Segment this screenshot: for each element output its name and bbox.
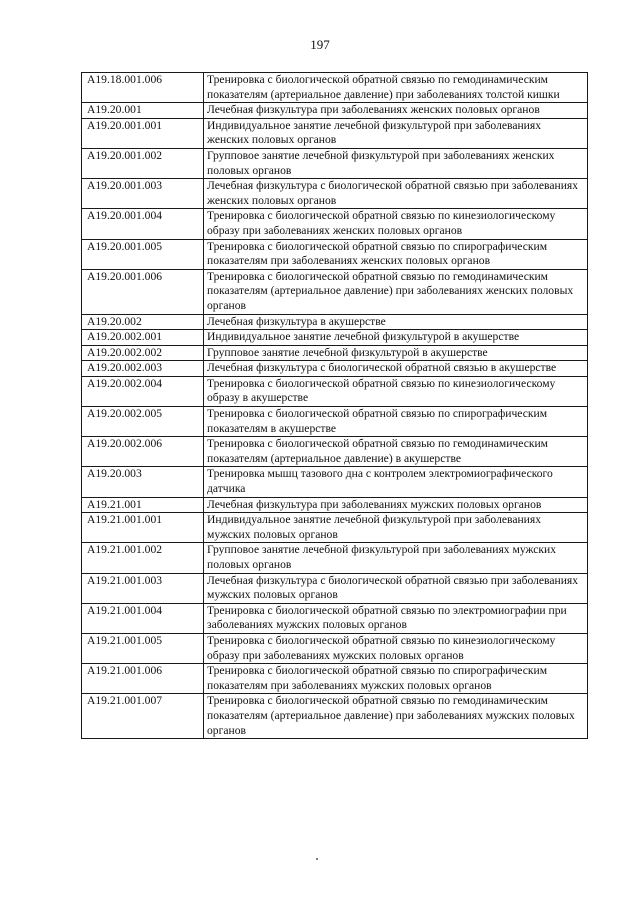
description-cell: Лечебная физкультура в акушерстве xyxy=(204,314,588,330)
table-body xyxy=(82,73,588,739)
table-row xyxy=(82,345,588,361)
code-cell: A19.20.002.002 xyxy=(82,345,204,361)
code-cell: A19.20.001.006 xyxy=(82,269,204,314)
description-cell: Лечебная физкультура с биологической обратной связью в акушерстве xyxy=(204,361,588,377)
description-cell: Лечебная физкультура при заболеваниях мужских половых органов xyxy=(204,497,588,513)
description-cell: Тренировка с биологической обратной связью по гемодинамическим показателям (артериальное давление) при заболеваниях мужских половых органов xyxy=(204,694,588,739)
table-row xyxy=(82,361,588,377)
table-row xyxy=(82,664,588,694)
description-cell: Лечебная физкультура при заболеваниях женских половых органов xyxy=(204,103,588,119)
table-row xyxy=(82,103,588,119)
table-row xyxy=(82,376,588,406)
scan-speck xyxy=(316,858,318,860)
description-cell: Тренировка с биологической обратной связью по электромиографии при заболеваниях мужских половых органов xyxy=(204,603,588,633)
code-cell: A19.20.002.006 xyxy=(82,437,204,467)
description-cell: Тренировка с биологической обратной связью по спирографическим показателям при заболеваниях женских половых органов xyxy=(204,239,588,269)
code-cell: A19.20.001.004 xyxy=(82,209,204,239)
table-row xyxy=(82,513,588,543)
description-cell: Тренировка с биологической обратной связью по гемодинамическим показателям (артериальное давление) в акушерстве xyxy=(204,437,588,467)
code-cell: A19.20.001.001 xyxy=(82,118,204,148)
description-cell: Индивидуальное занятие лечебной физкультурой при заболеваниях мужских половых органов xyxy=(204,513,588,543)
table-row xyxy=(82,269,588,314)
code-cell: A19.20.002.005 xyxy=(82,407,204,437)
description-cell: Лечебная физкультура с биологической обратной связью при заболеваниях женских половых органов xyxy=(204,179,588,209)
code-cell: A19.21.001.004 xyxy=(82,603,204,633)
description-cell: Тренировка с биологической обратной связью по кинезиологическому образу при заболеваниях женских половых органов xyxy=(204,209,588,239)
description-cell: Лечебная физкультура с биологической обратной связью при заболеваниях мужских половых органов xyxy=(204,573,588,603)
table-row xyxy=(82,179,588,209)
table-row xyxy=(82,467,588,497)
table-row xyxy=(82,633,588,663)
table-row xyxy=(82,543,588,573)
description-cell: Тренировка с биологической обратной связью по гемодинамическим показателям (артериальное давление) при заболеваниях женских половых органов xyxy=(204,269,588,314)
description-cell: Индивидуальное занятие лечебной физкультурой при заболеваниях женских половых органов xyxy=(204,118,588,148)
code-cell: A19.18.001.006 xyxy=(82,73,204,103)
code-cell: A19.21.001.003 xyxy=(82,573,204,603)
service-codes-table xyxy=(81,72,588,739)
code-cell: A19.20.002.001 xyxy=(82,330,204,346)
description-cell: Тренировка с биологической обратной связью по спирографическим показателям в акушерстве xyxy=(204,407,588,437)
description-cell: Групповое занятие лечебной физкультурой при заболеваниях мужских половых органов xyxy=(204,543,588,573)
description-cell: Тренировка мышц тазового дна с контролем электромиографического датчика xyxy=(204,467,588,497)
description-cell: Групповое занятие лечебной физкультурой в акушерстве xyxy=(204,345,588,361)
table-row xyxy=(82,118,588,148)
code-cell: A19.21.001.001 xyxy=(82,513,204,543)
table-row xyxy=(82,573,588,603)
description-cell: Групповое занятие лечебной физкультурой при заболеваниях женских половых органов xyxy=(204,148,588,178)
code-cell: A19.20.001.002 xyxy=(82,148,204,178)
table-row xyxy=(82,73,588,103)
table-row xyxy=(82,314,588,330)
description-cell: Тренировка с биологической обратной связью по кинезиологическому образу при заболеваниях мужских половых органов xyxy=(204,633,588,663)
table-row xyxy=(82,239,588,269)
code-cell: A19.21.001.006 xyxy=(82,664,204,694)
code-cell: A19.21.001 xyxy=(82,497,204,513)
table-row xyxy=(82,209,588,239)
code-cell: A19.20.001.005 xyxy=(82,239,204,269)
code-cell: A19.21.001.007 xyxy=(82,694,204,739)
description-cell: Тренировка с биологической обратной связью по гемодинамическим показателям (артериальное давление) при заболеваниях толстой кишки xyxy=(204,73,588,103)
code-cell: A19.20.003 xyxy=(82,467,204,497)
code-cell: A19.20.001.003 xyxy=(82,179,204,209)
table-row xyxy=(82,148,588,178)
code-cell: A19.21.001.005 xyxy=(82,633,204,663)
description-cell: Тренировка с биологической обратной связью по кинезиологическому образу в акушерстве xyxy=(204,376,588,406)
page-number: 197 xyxy=(310,37,330,52)
table-row xyxy=(82,330,588,346)
table-row xyxy=(82,407,588,437)
code-cell: A19.21.001.002 xyxy=(82,543,204,573)
table-row xyxy=(82,497,588,513)
description-cell: Тренировка с биологической обратной связью по спирографическим показателям при заболеваниях мужских половых органов xyxy=(204,664,588,694)
code-cell: A19.20.002 xyxy=(82,314,204,330)
table-row xyxy=(82,694,588,739)
code-cell: A19.20.001 xyxy=(82,103,204,119)
table-row xyxy=(82,603,588,633)
table-row xyxy=(82,437,588,467)
code-cell: A19.20.002.004 xyxy=(82,376,204,406)
description-cell: Индивидуальное занятие лечебной физкультурой в акушерстве xyxy=(204,330,588,346)
code-cell: A19.20.002.003 xyxy=(82,361,204,377)
